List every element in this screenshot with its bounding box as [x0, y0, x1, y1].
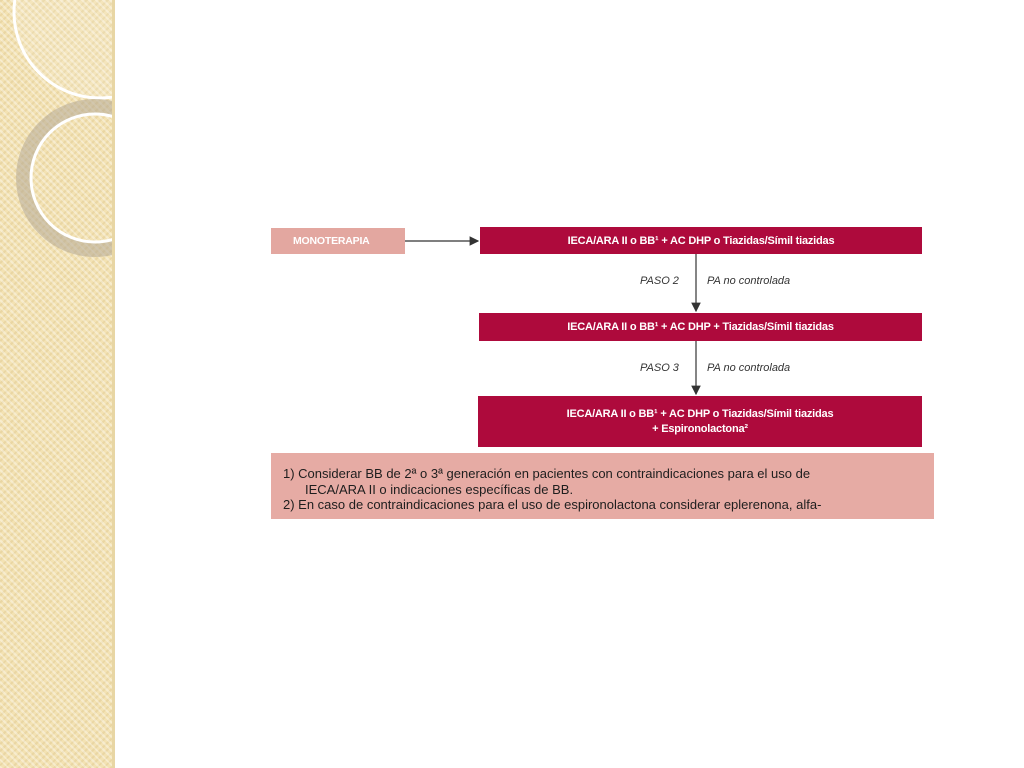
monoterapia-label: MONOTERAPIA [293, 235, 370, 247]
step2-label: IECA/ARA II o BB¹ + AC DHP + Tiazidas/Símil tiazidas [567, 321, 834, 333]
step1-box [480, 227, 922, 254]
paso3-condition: PA no controlada [707, 362, 791, 374]
paso2-label: PASO 2 [640, 275, 679, 287]
footnotes-box [271, 453, 934, 519]
footnote-1-line2: IECA/ARA II o indicaciones específicas de BB. [305, 481, 574, 497]
paso3-label: PASO 3 [640, 362, 679, 374]
step2-box [479, 313, 922, 341]
footnote-2-line1: 2) En caso de contraindicaciones para el uso de espironolactona considerar eplerenona, alfa- [283, 497, 822, 512]
paso2-condition: PA no controlada [707, 275, 791, 287]
step3-line2: + Espironolactona² [652, 422, 748, 435]
step1-label: IECA/ARA II o BB¹ + AC DHP o Tiazidas/Símil tiazidas [567, 234, 835, 247]
monoterapia-box [271, 228, 405, 254]
footnote-1-line1: 1) Considerar BB de 2ª o 3ª generación en pacientes con contraindicaciones para el uso de [283, 466, 811, 481]
step3-box [478, 396, 922, 447]
step3-line1: IECA/ARA II o BB¹ + AC DHP o Tiazidas/Símil tiazidas [566, 407, 834, 420]
